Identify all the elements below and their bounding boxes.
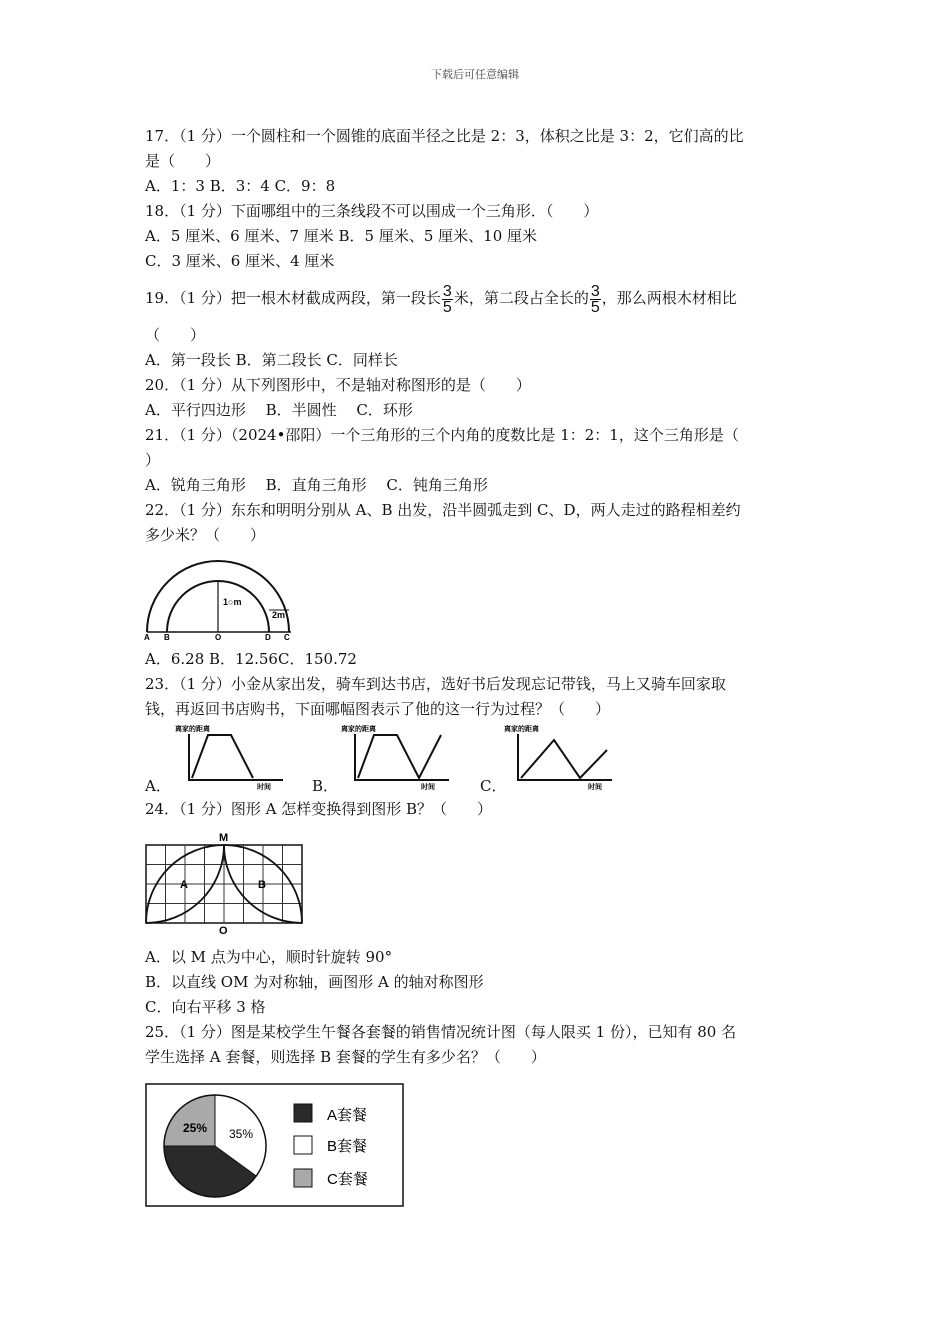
grid-transform-figure [143,830,305,935]
graph-a-xlabel: 时间 [257,784,271,791]
q24-option-b: B．以直线 OM 为对称轴，画图形 A 的轴对称图形 [145,973,484,991]
legend-label-b: B套餐 [327,1138,368,1155]
page-header: 下载后可任意编辑 [431,68,519,81]
q22-options: A．6.28 B．12.56C．150.72 [145,650,357,668]
q19-stem-line1 [145,280,737,316]
q18-stem: 18．（1 分）下面哪组中的三条线段不可以围成一个三角形．（ ） [145,202,599,220]
legend-swatch-b [294,1136,312,1154]
q22-stem-line2: 多少米？（ ） [145,526,266,544]
point-b-label: B [164,633,170,640]
q23-stem-line2: 钱，再返回书店购书，下面哪幅图表示了他的这一行为过程？（ ） [145,700,611,718]
q23-option-b-label: B． [312,777,339,795]
graph-c [504,722,616,792]
q17-stem-line1: 17．（1 分）一个圆柱和一个圆锥的底面半径之比是 2：3，体积之比是 3：2，它们高的比 [145,127,744,145]
q19-text-3: ，那么两根木材相比 [601,289,737,307]
label-shape-a: A [180,879,188,891]
q20-options: A．平行四边形 B．半圆性 C．环形 [145,401,413,419]
graph-b-xlabel: 时间 [421,784,435,791]
graph-a [175,722,287,792]
q19-fraction-2: $\frac{3}{5}$ [590,282,600,316]
graph-b-ylabel: 离家的距离 [341,726,376,733]
q19-text-2: 米，第二段占全长的 [453,289,589,307]
pie-label-c: 25% [183,1121,208,1135]
radius-label: 1○m [223,597,242,607]
q17-stem-line2: 是（ ） [145,152,221,170]
label-m: M [219,832,229,844]
q21-stem-line2: ） [145,451,161,469]
q23-option-a-label: A． [145,777,171,795]
q18-options-2: C．3 厘米、6 厘米、4 厘米 [145,252,335,270]
q21-stem-line1: 21．（1 分）（2024•邵阳）一个三角形的三个内角的度数比是 1：2：1，这个三角形是（ [145,426,739,444]
q22-stem-line1: 22．（1 分）东东和明明分别从 A、B 出发，沿半圆弧走到 C、D，两人走过的路程相差约 [145,501,741,519]
q19-fraction-1: $\frac{3}{5}$ [442,282,452,316]
q18-options-1: A．5 厘米、6 厘米、7 厘米 B．5 厘米、5 厘米、10 厘米 [145,227,538,245]
legend-swatch-c [294,1169,312,1187]
q23-option-c-label: C． [480,777,507,795]
q19-stem-line2: （ ） [145,326,206,344]
q20-stem: 20．（1 分）从下列图形中，不是轴对称图形的是（ ） [145,376,531,394]
graph-c-ylabel: 离家的距离 [504,726,539,733]
label-o: O [219,925,228,935]
legend-label-c: C套餐 [327,1171,368,1188]
q25-stem-line1: 25．（1 分）图是某校学生午餐各套餐的销售情况统计图（每人限买 1 份），已知有 80 名 [145,1023,737,1041]
semicircle-figure [143,555,298,640]
graph-a-ylabel: 离家的距离 [175,726,210,733]
graph-c-xlabel: 时间 [588,784,602,791]
q21-options: A．锐角三角形 B．直角三角形 C．钝角三角形 [145,476,488,494]
q19-options: A．第一段长 B．第二段长 C．同样长 [145,351,398,369]
label-shape-b: B [258,879,266,891]
gap-label: 2m [272,610,286,620]
q17-options: A．1：3 B．3：4 C．9：8 [145,177,336,195]
graph-b [341,722,453,792]
pie-chart-figure [145,1083,405,1209]
point-o-label: O [215,633,222,640]
point-d-label: D [265,633,271,640]
legend-label-a: A套餐 [327,1107,368,1124]
q24-option-c: C．向右平移 3 格 [145,998,266,1016]
q24-option-a: A．以 M 点为中心，顺时针旋转 90° [145,948,393,966]
q25-stem-line2: 学生选择 A 套餐，则选择 B 套餐的学生有多少名？（ ） [145,1048,546,1066]
legend-swatch-a [294,1104,312,1122]
point-a-label: A [144,633,150,640]
pie-label-b: 35% [229,1127,254,1141]
q19-text-1: 19．（1 分）把一根木材截成两段，第一段长 [145,289,441,307]
q24-stem: 24．（1 分）图形 A 怎样变换得到图形 B？（ ） [145,800,493,818]
q23-stem-line1: 23．（1 分）小金从家出发，骑车到达书店，选好书后发现忘记带钱，马上又骑车回家取 [145,675,726,693]
point-c-label: C [284,633,290,640]
